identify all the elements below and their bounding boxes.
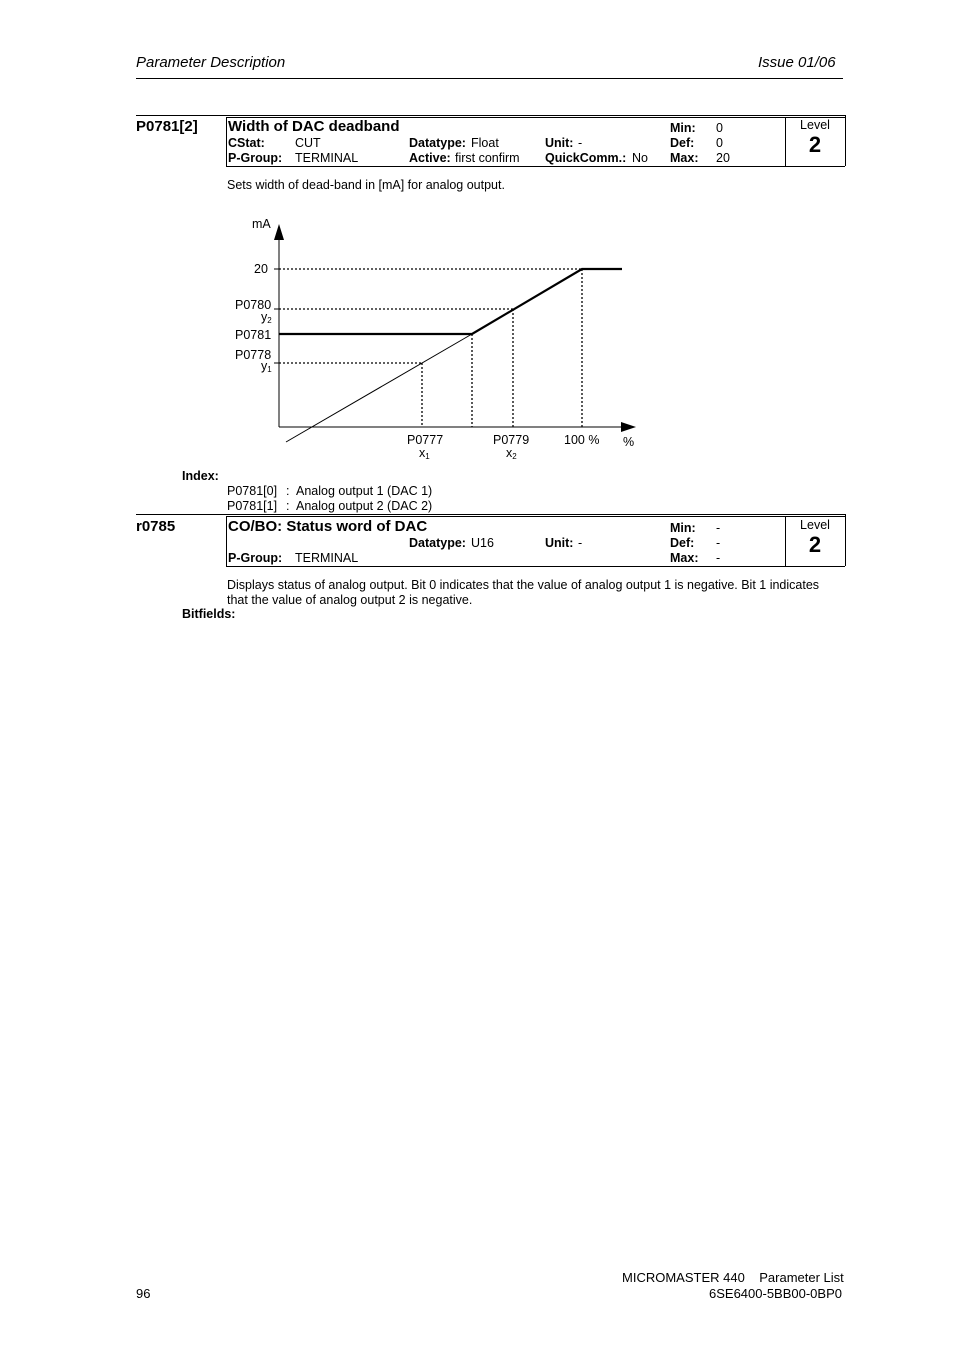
x-label-p0779: P0779 [493,433,530,447]
param-top-rule [136,514,845,515]
min-value: 0 [716,121,723,135]
max-value: - [716,551,721,565]
index-item-name: P0781[0] [227,484,278,498]
parameter-description: Displays status of analog output. Bit 0 indicates that the value of analog output 1 is negative. Bit 1 indicates that the value of analog output 2 is negative. [227,578,820,607]
param-box-top [226,516,845,517]
index-item-value: Analog output 2 (DAC 2) [296,499,433,513]
parameter-description: Sets width of dead-band in [mA] for analog output. [227,178,505,192]
y-label-y1: y1 [261,359,272,374]
level-label: Level [800,518,830,532]
x-label-100: 100 % [564,433,600,447]
y-axis-arrow-icon [274,224,284,240]
y-label-y2: y2 [261,310,272,325]
index-item-sep: : [286,484,290,498]
unit-value: - [578,536,583,550]
y-ticks [274,269,279,363]
header-issue: Issue 01/06 [758,54,836,71]
y-label-20: 20 [254,262,268,276]
index-item-sep: : [286,499,290,513]
param-box-bottom [226,566,845,567]
datatype-label: Datatype: [409,536,466,550]
def-label: Def: [670,536,695,550]
pgroup-value: TERMINAL [295,551,359,565]
x-label-p0777: P0777 [407,433,444,447]
max-value: 20 [716,151,730,165]
param-box-right [845,514,846,566]
pgroup-label: P-Group: [228,551,283,565]
min-label: Min: [670,121,696,135]
x-unit-label: % [623,435,635,449]
parameter-id: P0781[2] [136,118,198,135]
datatype-label: Datatype: [409,136,466,150]
deadband-diagram [0,0,954,470]
parameter-id: r0785 [136,518,176,535]
x-label-x1: x1 [419,446,430,461]
max-label: Max: [670,551,699,565]
min-label: Min: [670,521,696,535]
reference-line [286,334,472,442]
index-label: Index: [182,469,219,483]
active-label: Active: [409,151,451,165]
guide-lines [279,269,582,427]
def-value: 0 [716,136,723,150]
y-label-p0780: P0780 [235,298,272,312]
x-label-x2: x2 [506,446,517,461]
def-value: - [716,536,721,550]
def-label: Def: [670,136,695,150]
x-axis-arrow-icon [621,422,636,432]
parameter-title: CO/BO: Status word of DAC [228,518,428,535]
cstat-value: CUT [295,136,321,150]
active-value: first confirm [455,151,520,165]
page-number: 96 [136,1286,151,1301]
cstat-label: CStat: [228,136,265,150]
level-value: 2 [808,132,822,157]
datatype-value: Float [471,136,499,150]
index-item-name: P0781[1] [227,499,278,513]
output-characteristic [279,269,622,334]
pgroup-label: P-Group: [228,151,283,165]
footer-order-number: 6SE6400-5BB00-0BP0 [709,1286,842,1301]
unit-label: Unit: [545,536,574,550]
param-box-left [226,516,227,566]
max-label: Max: [670,151,699,165]
level-value: 2 [808,532,822,557]
quickcomm-value: No [632,151,648,165]
y-unit-label: mA [252,217,271,231]
unit-value: - [578,136,583,150]
footer-product: MICROMASTER 440 Parameter List [622,1270,844,1285]
unit-label: Unit: [545,136,574,150]
min-value: - [716,521,721,535]
level-label: Level [800,118,830,132]
bitfields-label: Bitfields: [182,607,236,621]
y-label-p0778: P0778 [235,348,272,362]
index-item-value: Analog output 1 (DAC 1) [296,484,433,498]
quickcomm-label: QuickComm.: [545,151,627,165]
header-title: Parameter Description [136,54,286,71]
pgroup-value: TERMINAL [295,151,359,165]
datatype-value: U16 [471,536,494,550]
parameter-title: Width of DAC deadband [228,118,400,135]
y-label-p0781: P0781 [235,328,272,342]
